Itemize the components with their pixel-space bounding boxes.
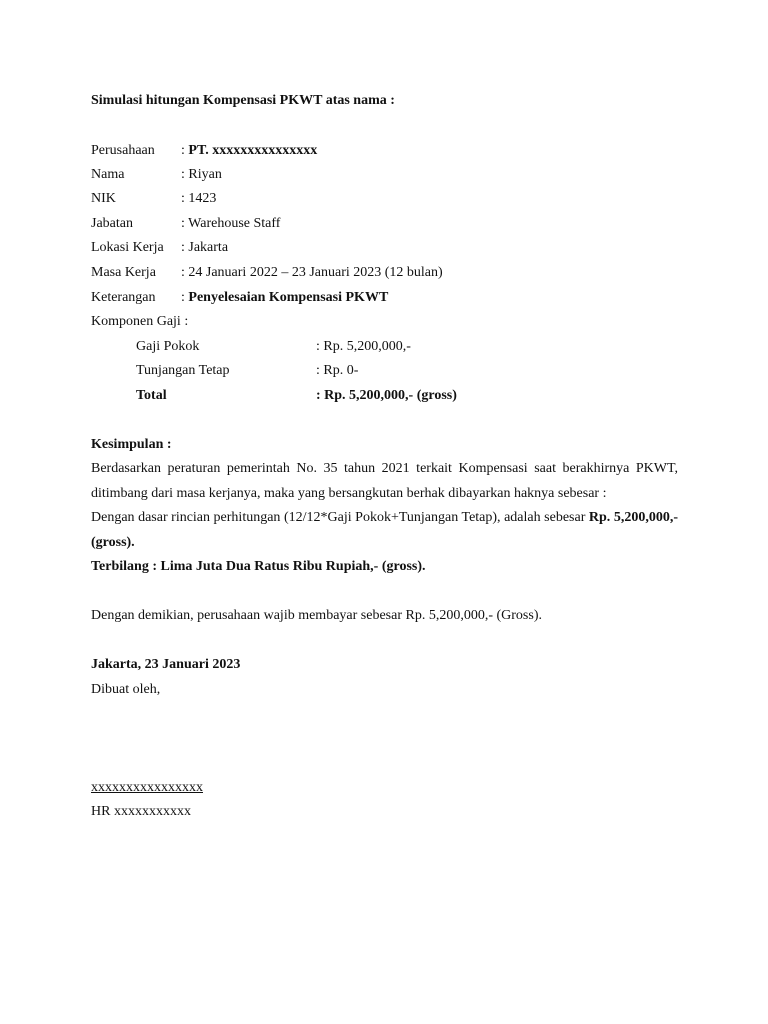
info-value: : 24 Januari 2022 – 23 Januari 2023 (12 bulan) <box>181 265 443 280</box>
amount-bold: Rp. 5,200,000,- (gross). <box>91 510 679 550</box>
info-label: Masa Kerja <box>91 265 156 280</box>
place-date: Jakarta, 23 Januari 2023 <box>91 657 241 672</box>
komponen-value: : Rp. 0- <box>316 363 359 378</box>
closing-statement: Dengan demikian, perusahaan wajib membayar sebesar Rp. 5,200,000,- (Gross). <box>91 608 542 623</box>
kesimpulan-paragraph-2: Dengan dasar rincian perhitungan (12/12*Gaji Pokok+Tunjangan Tetap), adalah sebesar Rp. 5,200,000,- (gross). <box>91 510 679 550</box>
info-value: : Warehouse Staff <box>181 216 281 231</box>
info-label: Lokasi Kerja <box>91 240 164 255</box>
info-value: : Penyelesaian Kompensasi PKWT <box>181 290 389 305</box>
info-label: Jabatan <box>91 216 133 231</box>
info-label: Nama <box>91 167 125 182</box>
info-label: Keterangan <box>91 290 156 305</box>
info-value: : Riyan <box>181 167 222 182</box>
dibuat-oleh: Dibuat oleh, <box>91 682 161 697</box>
komponen-gaji-label: Komponen Gaji : <box>91 314 189 329</box>
komponen-label: Gaji Pokok <box>136 339 200 354</box>
komponen-value: : Rp. 5,200,000,- <box>316 339 411 354</box>
terbilang-line: Terbilang : Lima Juta Dua Ratus Ribu Rupiah,- (gross). <box>91 559 426 574</box>
info-label: Perusahaan <box>91 143 155 158</box>
info-value: : Jakarta <box>181 240 229 255</box>
document-heading: Simulasi hitungan Kompensasi PKWT atas nama : <box>91 93 395 108</box>
info-value: : 1423 <box>181 191 217 206</box>
komponen-label: Total <box>136 388 167 403</box>
komponen-label: Tunjangan Tetap <box>136 363 230 378</box>
kesimpulan-paragraph-1: Berdasarkan peraturan pemerintah No. 35 tahun 2021 terkait Kompensasi saat berakhirnya PKWT, ditimbang dari masa kerjanya, maka yang bersangkutan berhak dibayarkan haknya sebesar : <box>91 461 678 501</box>
komponen-value: : Rp. 5,200,000,- (gross) <box>316 388 457 403</box>
info-label: NIK <box>91 191 116 206</box>
signer-name: xxxxxxxxxxxxxxxx <box>91 780 203 795</box>
info-value: : PT. xxxxxxxxxxxxxxx <box>181 143 318 158</box>
signer-title: HR xxxxxxxxxxx <box>91 804 191 819</box>
kesimpulan-title: Kesimpulan : <box>91 437 172 452</box>
